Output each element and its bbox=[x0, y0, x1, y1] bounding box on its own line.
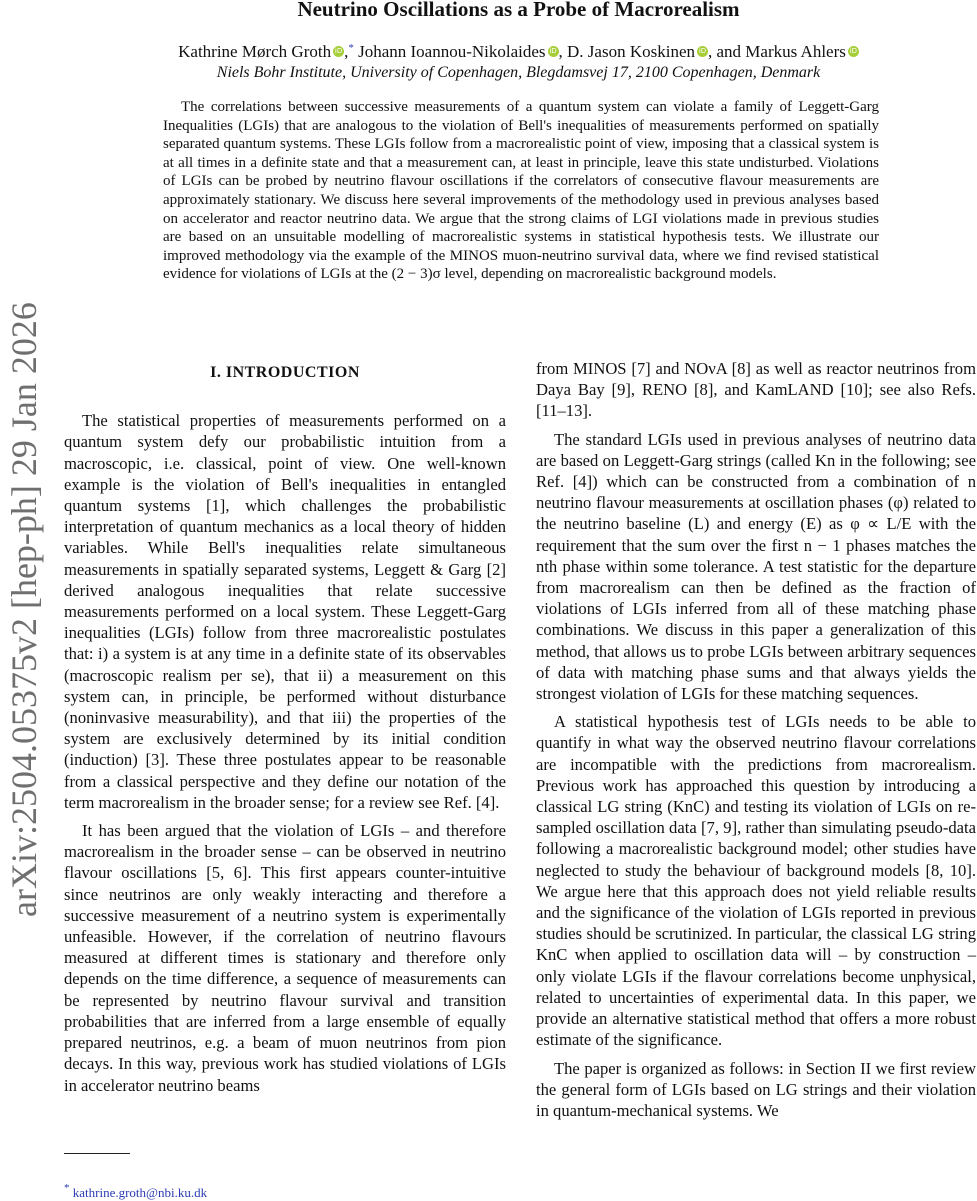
paragraph: The standard LGIs used in previous analyses of neutrino data are based on Leggett-Garg strings (called Kn in the following; see Ref. [4]) which can be constructed from a combination of n neutrino flavour measurements at oscillation phases (φ) related to the neutrino baseline (L) and energy (E) as φ ∝ L/E with the requirement that the sum over the first n − 1 phases matches the nth phase within some tolerance. A test statistic for the departure from macrorealism can then be defined as the fraction of violations of LGIs inferred from all of these matching phase combinations. We discuss in this paper a generalization of this method, that allows us to probe LGIs between arbitrary sequences of data with matching phase sums and that always yields the strongest violation of LGIs for these matching sequences. bbox=[536, 429, 976, 704]
footnote-rule bbox=[64, 1153, 130, 1154]
orcid-icon[interactable]: iD bbox=[849, 47, 858, 55]
paragraph: from MINOS [7] and NOνA [8] as well as reactor neutrinos from Daya Bay [9], RENO [8], and KamLAND [10]; see also Refs. [11–13]. bbox=[536, 359, 976, 421]
footnote bbox=[64, 1182, 207, 1201]
author-footnote-mark[interactable]: * bbox=[348, 42, 354, 54]
author-list: Kathrine Mørch Groth iD ,* Johann Ioannou-Nikolaides iD , D. Jason Koskinen iD , and Markus Ahlers iD bbox=[178, 42, 858, 61]
author-separator: , and bbox=[708, 42, 746, 61]
footnote-mark: * bbox=[64, 1182, 70, 1194]
orcid-icon[interactable]: iD bbox=[334, 47, 343, 55]
left-column bbox=[64, 360, 506, 1103]
paragraph: The statistical properties of measurements performed on a quantum system defy our probabilistic intuition from a macroscopic, i.e. classical, point of view. One well-known example is the violation of Bell's inequalities in entangled quantum systems [1], which challenges the probabilistic interpretation of quantum mechanics as a local theory of hidden variables. While Bell's inequalities relate simultaneous measurements in spatially separated systems, Leggett & Garg [2] derived analogous inequalities that relate successive measurements performed on a local system. These Leggett-Garg inequalities (LGIs) follow from three macrorealistic postulates that: i) a system is at any time in a definite state of its observables (macroscopic realism per se), that ii) a measurement on this system can, in principle, be performed without disturbance (noninvasive measurability), and that iii) the properties of the system are exclusively determined by its initial condition (induction) [3]. These three postulates appear to be reasonable from a classical perspective and they define our notation of the term macrorealism in the broader sense; for a review see Ref. [4]. bbox=[64, 411, 506, 812]
arxiv-stamp: arXiv:2504.05375v2 [hep-ph] 29 Jan 2026 bbox=[4, 302, 44, 918]
paragraph: The paper is organized as follows: in Section II we first review the general form of LGIs based on LG strings and their violation in quantum-mechanical systems. We bbox=[536, 1058, 976, 1120]
author-name: D. Jason Koskinen bbox=[567, 42, 695, 61]
author-name: Johann Ioannou-Nikolaides bbox=[358, 42, 546, 61]
right-column bbox=[536, 358, 976, 1128]
footnote-email-link[interactable]: kathrine.groth@nbi.ku.dk bbox=[72, 1185, 208, 1200]
abstract: The correlations between successive measurements of a quantum system can violate a family of Leggett-Garg Inequalities (LGIs) that are analogous to the violation of Bell's inequalities of measurements performed on spatially separated quantum systems. These LGIs follow from a macrorealistic point of view, imposing that a classical system is at all times in a definite state and that a measurement can, at least in principle, leave this state undisturbed. Violations of LGIs can be probed by neutrino flavour oscillations if the correlators of consecutive flavour measurements are approximately stationary. We discuss here several improvements of the methodology used in previous analyses based on accelerator and reactor neutrino data. We argue that the strong claims of LGI violations made in previous studies are based on an unsuitable modelling of macrorealistic systems in statistical hypothesis tests. We illustrate our improved methodology via the example of the MINOS muon-neutrino survival data, where we find revised statistical evidence for violations of LGIs at the (2 − 3)σ level, depending on macrorealistic background models. bbox=[163, 99, 879, 283]
orcid-icon[interactable]: iD bbox=[549, 47, 557, 55]
author-name: Kathrine Mørch Groth bbox=[178, 42, 332, 61]
paragraph: A statistical hypothesis test of LGIs needs to be able to quantify in what way the observed neutrino flavour correlations are incompatible with the predictions from macrorealism. Previous work has approached this question by introducing a classical LG string (KnC) and testing its violation of LGIs on re-sampled oscillation data [7, 9], rather than simulating pseudo-data following a macrorealistic background model; other studies have neglected to study the behaviour of background models [8, 10]. We argue here that this approach does not yield reliable results and the significance of the violation of LGIs reported in previous studies should be scrutinized. In particular, the classical LG string KnC when applied to oscillation data will – by construction – only violate LGIs if the flavour correlations become unphysical, related to uncertainties of experimental data. In this paper, we provide an alternative statistical method that offers a more robust estimate of the significance. bbox=[536, 712, 976, 1050]
author-name: Markus Ahlers bbox=[745, 42, 846, 61]
orcid-icon[interactable]: iD bbox=[698, 47, 707, 55]
paragraph: It has been argued that the violation of LGIs – and therefore macrorealism in the broader sense – can be observed in neutrino flavour oscillations [5, 6]. This first appears counter-intuitive since neutrinos are only weakly interacting and therefore a successive measurement of a neutrino system is experimentally unfeasible. However, if the correlation of neutrino flavours measured at different times is stationary and therefore only depends on the time difference, a sequence of measurements can be represented by neutrino flavour survival and transition probabilities that are inferred from a large ensemble of equally prepared neutrinos, e.g. a beam of muon neutrinos from pion decays. In this way, previous work has studied violations of LGIs in accelerator neutrino beams bbox=[64, 821, 506, 1095]
section-heading: I. INTRODUCTION bbox=[210, 364, 360, 381]
author-separator: , bbox=[558, 42, 568, 61]
paper-title: Neutrino Oscillations as a Probe of Macrorealism bbox=[297, 0, 740, 21]
affiliation: Niels Bohr Institute, University of Copenhagen, Blegdamsvej 17, 2100 Copenhagen, Denmark bbox=[216, 64, 821, 81]
